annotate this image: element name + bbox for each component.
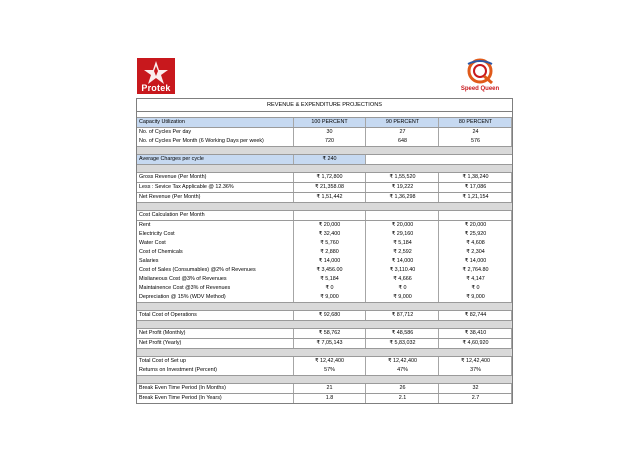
cell: ₹ 2,880 [294, 248, 366, 257]
row-label: Gross Revenue (Per Month) [137, 173, 294, 182]
cell: 1.8 [294, 394, 366, 403]
header-col-100: 100 PERCENT [294, 118, 366, 127]
table-row [137, 266, 512, 275]
spacer [137, 376, 512, 383]
row-label: No. of Cycles Per day [137, 128, 294, 137]
cell: 47% [367, 366, 439, 375]
protek-logo [137, 58, 175, 94]
speed-queen-logo-text: Speed Queen [460, 86, 500, 92]
table-row [137, 172, 512, 182]
speed-queen-logo [450, 56, 510, 96]
cell: ₹ 21,358.08 [294, 183, 366, 192]
cell: ₹ 48,586 [367, 329, 439, 338]
table-row [137, 275, 512, 284]
cell: ₹ 14,000 [440, 257, 512, 266]
cell: ₹ 4,147 [440, 275, 512, 284]
projection-table [136, 98, 513, 404]
cell: 32 [440, 384, 512, 393]
table-row [137, 328, 512, 338]
row-label: Net Profit (Monthly) [137, 329, 294, 338]
cell: ₹ 5,83,032 [367, 339, 439, 348]
cell: ₹ 14,000 [367, 257, 439, 266]
row-label: Salaries [137, 257, 294, 266]
avg-charge-row [137, 154, 512, 165]
cell: ₹ 29,160 [367, 230, 439, 239]
cell: ₹ 14,000 [294, 257, 366, 266]
row-label: Cost of Chemicals [137, 248, 294, 257]
header-col-80: 80 PERCENT [440, 118, 512, 127]
cell: ₹ 240 [294, 155, 366, 164]
cell: ₹ 9,000 [367, 293, 439, 302]
table-row [137, 230, 512, 239]
row-label: Net Profit (Yearly) [137, 339, 294, 348]
cell: ₹ 32,400 [294, 230, 366, 239]
cell: ₹ 1,55,520 [367, 173, 439, 182]
cell: ₹ 1,38,240 [440, 173, 512, 182]
spacer [137, 147, 512, 154]
spacer [137, 303, 512, 310]
cell: ₹ 4,666 [367, 275, 439, 284]
cell: ₹ 7,05,143 [294, 339, 366, 348]
cell: ₹ 3,110.40 [367, 266, 439, 275]
cell: ₹ 58,762 [294, 329, 366, 338]
header-label: Capacity Utilization [137, 118, 294, 127]
row-label: Electricity Cost [137, 230, 294, 239]
row-label: Cost Calculation Per Month [137, 211, 294, 220]
row-label: Less : Sevice Tax Applicable @ 12.36% [137, 183, 294, 192]
table-row [137, 393, 512, 403]
cell: ₹ 9,000 [294, 293, 366, 302]
cell: ₹ 20,000 [294, 221, 366, 230]
cell: ₹ 19,222 [367, 183, 439, 192]
cell: ₹ 4,60,920 [440, 339, 512, 348]
cell: 2.7 [440, 394, 512, 403]
spacer [137, 321, 512, 328]
row-label: No. of Cycles Per Month (6 Working Days per week) [137, 137, 294, 146]
row-label: Mislianeous Cost @3% of Revenues [137, 275, 294, 284]
cell: 57% [294, 366, 366, 375]
cell: ₹ 1,72,800 [294, 173, 366, 182]
cell: ₹ 38,410 [440, 329, 512, 338]
cell: ₹ 17,086 [440, 183, 512, 192]
cell: ₹ 12,42,400 [294, 357, 366, 366]
row-label: Rent [137, 221, 294, 230]
cell: ₹ 4,608 [440, 239, 512, 248]
cell: 24 [440, 128, 512, 137]
cell: ₹ 5,760 [294, 239, 366, 248]
cell: ₹ 1,51,442 [294, 193, 366, 202]
cost-calc-row [137, 210, 512, 220]
cell: 648 [367, 137, 439, 146]
table-row [137, 383, 512, 393]
cell: ₹ 5,184 [294, 275, 366, 284]
header-row [137, 117, 512, 128]
table-row [137, 284, 512, 293]
cell: ₹ 82,744 [440, 311, 512, 320]
cell: ₹ 12,42,400 [367, 357, 439, 366]
row-label: Total Cost of Operations [137, 311, 294, 320]
cell: ₹ 20,000 [440, 221, 512, 230]
table-row [137, 356, 512, 366]
table-row [137, 293, 512, 303]
table-row [137, 257, 512, 266]
table-row [137, 366, 512, 376]
protek-logo-text: Protek [141, 83, 171, 93]
total-ops-row [137, 310, 512, 321]
row-label: Maintainence Cost @3% of Revenues [137, 284, 294, 293]
row-label: Water Cost [137, 239, 294, 248]
row-label: Depreciation @ 15% (WDV Method) [137, 293, 294, 302]
cell: 576 [440, 137, 512, 146]
row-label: Break Even Time Period (In Months) [137, 384, 294, 393]
row-label: Average Charges per cycle [137, 155, 294, 164]
cell: ₹ 12,42,400 [440, 357, 512, 366]
cell: ₹ 92,680 [294, 311, 366, 320]
cell: ₹ 25,920 [440, 230, 512, 239]
row-label: Net Revenue (Per Month) [137, 193, 294, 202]
table-row [137, 248, 512, 257]
cell: ₹ 0 [294, 284, 366, 293]
table-title: REVENUE & EXPENDITURE PROJECTIONS [137, 99, 512, 112]
row-label: Cost of Sales (Consumables) @2% of Revenues [137, 266, 294, 275]
spacer [137, 203, 512, 210]
cell: 37% [440, 366, 512, 375]
cell: 30 [294, 128, 366, 137]
cell: ₹ 2,304 [440, 248, 512, 257]
table-row [137, 182, 512, 192]
cell: ₹ 5,184 [367, 239, 439, 248]
table-row [137, 137, 512, 147]
header-col-90: 90 PERCENT [367, 118, 439, 127]
table-row [137, 192, 512, 203]
cell: ₹ 2,592 [367, 248, 439, 257]
cell: ₹ 9,000 [440, 293, 512, 302]
cell: 26 [367, 384, 439, 393]
cell: ₹ 2,764.80 [440, 266, 512, 275]
row-label: Returns on Investment (Percent) [137, 366, 294, 375]
spacer [137, 165, 512, 172]
cell: 27 [367, 128, 439, 137]
cell: ₹ 87,712 [367, 311, 439, 320]
cell: ₹ 0 [367, 284, 439, 293]
cell: 2.1 [367, 394, 439, 403]
cell: 21 [294, 384, 366, 393]
table-row [137, 239, 512, 248]
row-label: Break Even Time Period (In Years) [137, 394, 294, 403]
table-row [137, 338, 512, 349]
cell: 720 [294, 137, 366, 146]
spacer [137, 349, 512, 356]
table-row [137, 128, 512, 137]
cell: ₹ 0 [440, 284, 512, 293]
cell: ₹ 1,21,154 [440, 193, 512, 202]
table-row [137, 220, 512, 230]
cell: ₹ 20,000 [367, 221, 439, 230]
row-label: Total Cost of Set up [137, 357, 294, 366]
cell: ₹ 1,36,298 [367, 193, 439, 202]
cell: ₹ 3,456.00 [294, 266, 366, 275]
